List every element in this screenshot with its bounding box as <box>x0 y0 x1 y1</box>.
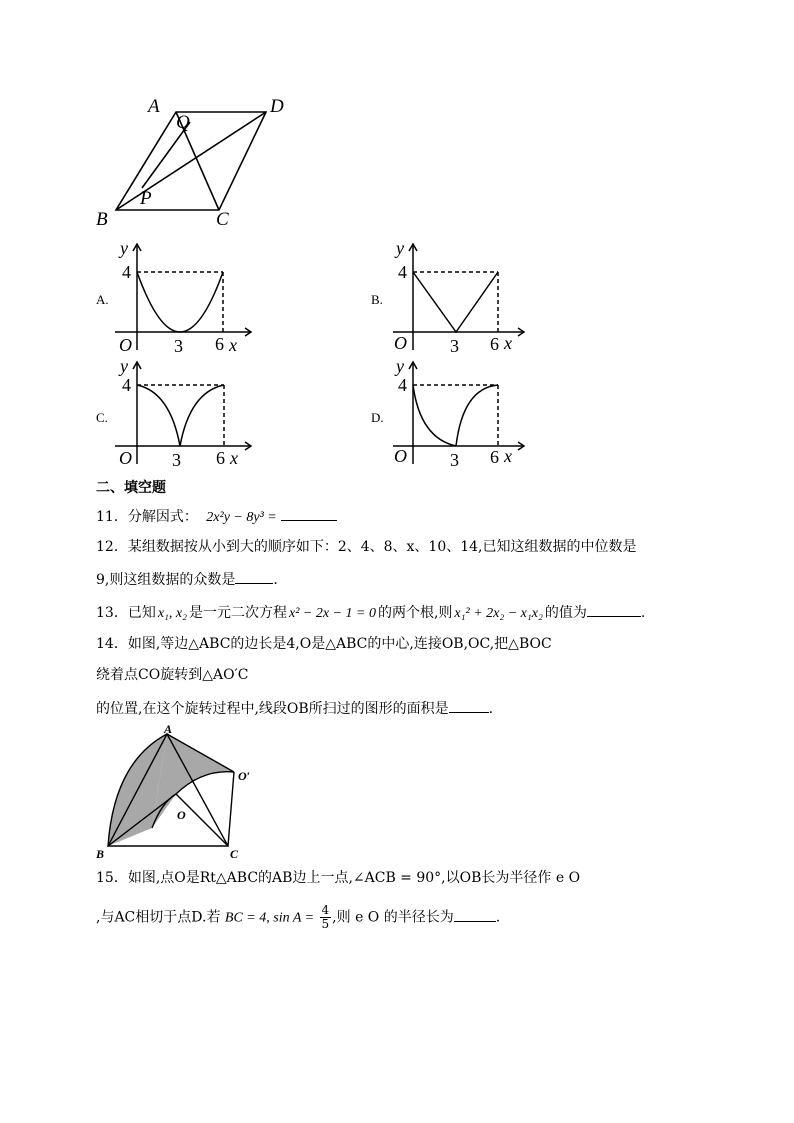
q13-vars: x₁, x₂ <box>157 606 187 621</box>
option-c-letter: C. <box>96 410 108 425</box>
q13-equation: x² − 2x − 1 = 0 <box>289 606 376 621</box>
origin-o: O <box>394 333 407 353</box>
q15-text-a: ,与AC相切于点D.若 <box>96 909 221 926</box>
question-12-line1: 12．某组数据按从小到大的顺序如下：2、4、8、x、10、14,已知这组数据的中位数是 <box>96 539 637 555</box>
axis-x: x <box>230 448 238 468</box>
q11-prefix: 11．分解因式： <box>96 509 198 525</box>
axis-y: y <box>396 238 404 258</box>
q12-text: 9,则这组数据的众数是 <box>96 572 236 588</box>
question-11 <box>96 507 337 526</box>
tick-4: 4 <box>122 262 131 282</box>
axis-y: y <box>120 238 128 258</box>
question-14-line3 <box>96 699 493 717</box>
tick-3: 3 <box>450 450 459 470</box>
tick-6: 6 <box>215 334 224 354</box>
graph-option-c <box>108 356 258 474</box>
axis-y: y <box>396 356 404 376</box>
option-d-letter: D. <box>371 410 384 425</box>
q14-answer-blank[interactable] <box>449 699 489 713</box>
label-A: A <box>148 96 160 117</box>
label-Q: Q <box>176 112 190 133</box>
label-B: B <box>96 209 108 230</box>
label-C: C <box>230 847 239 861</box>
option-b-letter: B. <box>371 292 383 307</box>
origin-o: O <box>119 448 132 468</box>
q13-mid2: 的两个根,则 <box>377 605 453 621</box>
tick-4: 4 <box>122 375 131 395</box>
tick-3: 3 <box>172 450 181 470</box>
label-B: B <box>96 847 105 861</box>
question-13 <box>96 603 645 622</box>
q14-text: 的位置,在这个旋转过程中,线段OB所扫过的图形的面积是 <box>96 701 449 717</box>
label-P: P <box>140 188 152 209</box>
question-12-line2 <box>96 570 278 588</box>
tick-6: 6 <box>490 334 499 354</box>
q15-frac-den: 5 <box>321 917 330 931</box>
q13-end: . <box>640 605 646 621</box>
tick-3: 3 <box>450 336 459 356</box>
q11-answer-blank[interactable] <box>281 507 337 521</box>
rotation-figure <box>92 724 272 862</box>
q13-tail: 的值为 <box>544 605 587 621</box>
question-15-line2 <box>96 904 500 931</box>
q15-text-c: ,则 e O 的半径长为 <box>332 909 454 926</box>
axis-y: y <box>120 356 128 376</box>
q15-end: . <box>495 909 501 926</box>
q12-end: . <box>273 572 278 588</box>
question-15-line1: 15．如图,点O是Rt△ABC的AB边上一点,∠ACB = 90°,以OB长为半径作 e O <box>96 870 581 886</box>
label-A: A <box>164 724 173 736</box>
q15-answer-blank[interactable] <box>454 908 496 922</box>
label-C: C <box>216 209 229 230</box>
axis-x: x <box>229 335 237 355</box>
tick-4: 4 <box>398 262 407 282</box>
origin-o: O <box>394 446 407 466</box>
q14-end: . <box>488 701 494 717</box>
section-title: 二、填空题 <box>96 480 166 496</box>
graph-option-b <box>386 238 536 356</box>
q15-frac-num: 4 <box>321 903 330 917</box>
parallelogram-figure <box>92 92 302 232</box>
q12-answer-blank[interactable] <box>235 570 273 584</box>
label-O: O <box>177 808 186 822</box>
question-14-line2: 绕着点CO旋转到△AO′C <box>96 667 249 683</box>
q15-fraction <box>320 904 332 931</box>
origin-o: O <box>119 335 132 355</box>
graph-option-a <box>108 238 258 356</box>
q11-expression: 2x²y − 8y³ = <box>206 510 277 525</box>
option-a-letter: A. <box>96 292 109 307</box>
graph-option-d <box>386 356 536 474</box>
q13-expression: x₁² + 2x₂ − x₁x₂ <box>454 606 543 621</box>
axis-x: x <box>504 333 512 353</box>
q13-mid: 是一元二次方程 <box>189 605 287 621</box>
tick-4: 4 <box>398 375 407 395</box>
q13-answer-blank[interactable] <box>587 603 641 617</box>
label-D: D <box>270 96 284 117</box>
label-O-prime: O′ <box>238 769 251 783</box>
tick-6: 6 <box>216 448 225 468</box>
tick-3: 3 <box>174 336 183 356</box>
q15-given: BC = 4, sin A = <box>224 910 315 926</box>
question-14-line1: 14．如图,等边△ABC的边长是4,O是△ABC的中心,连接OB,OC,把△BOC <box>96 636 552 652</box>
q13-prefix: 13．已知 <box>96 605 156 621</box>
tick-6: 6 <box>490 447 499 467</box>
axis-x: x <box>504 446 512 466</box>
